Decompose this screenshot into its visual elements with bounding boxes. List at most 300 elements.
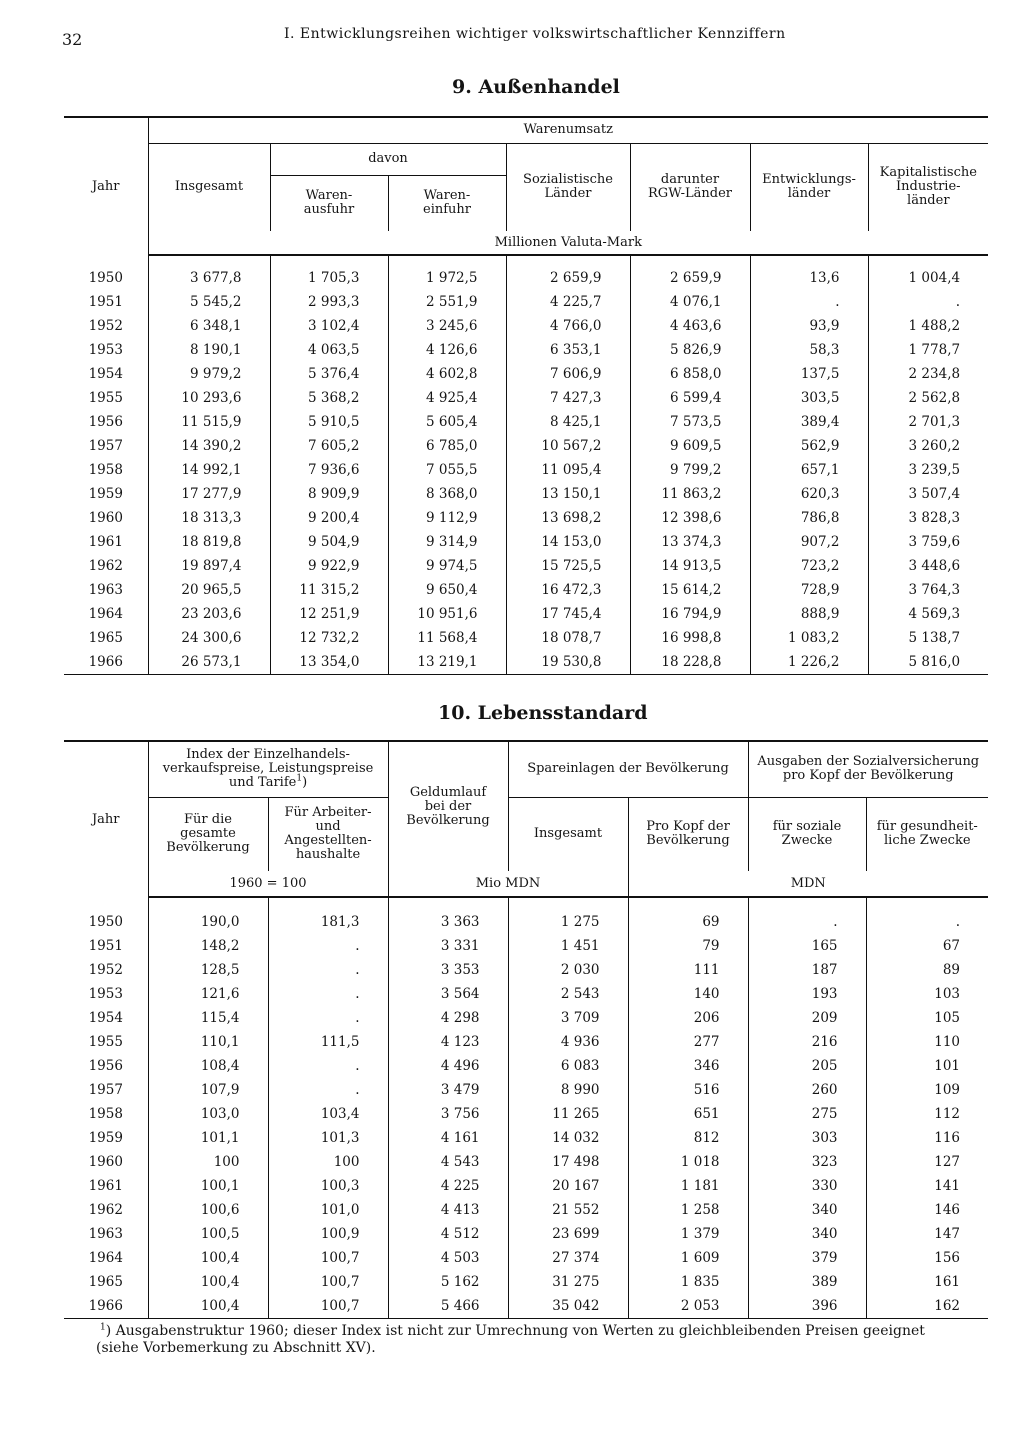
value-cell: 4 543	[388, 1150, 508, 1174]
value-cell: 127	[866, 1150, 988, 1174]
value-cell: 4 503	[388, 1246, 508, 1270]
col-export-header: Waren- ausfuhr	[270, 175, 388, 231]
value-cell: 340	[748, 1198, 866, 1222]
table-row	[64, 1030, 988, 1054]
value-cell: 9 974,5	[388, 554, 506, 578]
value-cell: 17 745,4	[506, 602, 630, 626]
value-cell: 4 569,3	[868, 602, 988, 626]
table9-body	[64, 255, 988, 675]
value-cell: 7 427,3	[506, 386, 630, 410]
value-cell: 13 698,2	[506, 506, 630, 530]
value-cell: 4 123	[388, 1030, 508, 1054]
year-cell: 1959	[88, 1130, 123, 1146]
value-cell: 156	[866, 1246, 988, 1270]
value-cell: 4 298	[388, 1006, 508, 1030]
value-cell: 396	[748, 1294, 866, 1319]
year-cell: 1951	[88, 294, 123, 310]
value-cell: 100,1	[148, 1174, 268, 1198]
value-cell: 79	[628, 934, 748, 958]
value-cell: 110	[866, 1030, 988, 1054]
value-cell: 20 167	[508, 1174, 628, 1198]
value-cell: 93,9	[750, 314, 868, 338]
value-cell: 1 705,3	[270, 255, 388, 290]
value-cell: 2 562,8	[868, 386, 988, 410]
value-cell: 205	[748, 1054, 866, 1078]
value-cell: 193	[748, 982, 866, 1006]
value-cell: 3 564	[388, 982, 508, 1006]
value-cell: 101,1	[148, 1126, 268, 1150]
col-money-header: Geldumlauf bei der Bevölkerung	[388, 741, 508, 871]
value-cell: 6 785,0	[388, 434, 506, 458]
value-cell: 128,5	[148, 958, 268, 982]
footnote-close: )	[302, 775, 308, 791]
value-cell: 11 265	[508, 1102, 628, 1126]
value-cell: 3 260,2	[868, 434, 988, 458]
col-social-purposes-header: für soziale Zwecke	[748, 797, 866, 871]
year-cell: 1964	[88, 606, 123, 622]
year-cell: 1960	[88, 1154, 123, 1170]
value-cell: 2 030	[508, 958, 628, 982]
value-cell: 8 190,1	[148, 338, 270, 362]
value-cell: 9 200,4	[270, 506, 388, 530]
value-cell: 16 472,3	[506, 578, 630, 602]
value-cell: .	[748, 897, 866, 934]
value-cell: 16 998,8	[630, 626, 750, 650]
year-cell: 1955	[88, 390, 123, 406]
value-cell: 16 794,9	[630, 602, 750, 626]
value-cell: .	[268, 958, 388, 982]
value-cell: 1 018	[628, 1150, 748, 1174]
value-cell: 3 764,3	[868, 578, 988, 602]
year-cell: 1957	[88, 438, 123, 454]
col-davon-header: davon	[270, 143, 506, 175]
table-row	[64, 290, 988, 314]
value-cell: 100	[268, 1150, 388, 1174]
value-cell: 657,1	[750, 458, 868, 482]
value-cell: 3 363	[388, 897, 508, 934]
value-cell: 105	[866, 1006, 988, 1030]
value-cell: .	[268, 934, 388, 958]
unit-mdn: MDN	[628, 871, 988, 897]
value-cell: 24 300,6	[148, 626, 270, 650]
value-cell: 19 530,8	[506, 650, 630, 675]
value-cell: 19 897,4	[148, 554, 270, 578]
value-cell: 323	[748, 1150, 866, 1174]
value-cell: 786,8	[750, 506, 868, 530]
value-cell: 9 650,4	[388, 578, 506, 602]
value-cell: 4 126,6	[388, 338, 506, 362]
table-row	[64, 1294, 988, 1319]
value-cell: 389	[748, 1270, 866, 1294]
value-cell: 26 573,1	[148, 650, 270, 675]
value-cell: 2 659,9	[630, 255, 750, 290]
value-cell: 651	[628, 1102, 748, 1126]
unit-mio: Mio MDN	[388, 871, 628, 897]
value-cell: 14 032	[508, 1126, 628, 1150]
value-cell: 115,4	[148, 1006, 268, 1030]
value-cell: 4 413	[388, 1198, 508, 1222]
value-cell: 109	[866, 1078, 988, 1102]
value-cell: 5 376,4	[270, 362, 388, 386]
value-cell: 9 609,5	[630, 434, 750, 458]
value-cell: 137,5	[750, 362, 868, 386]
col-workers-header: Für Arbeiter- und Angestellten- haushalte	[268, 797, 388, 871]
value-cell: 2 701,3	[868, 410, 988, 434]
col-year-header: Jahr	[91, 811, 120, 827]
value-cell: 8 368,0	[388, 482, 506, 506]
year-cell: 1963	[88, 582, 123, 598]
value-cell: .	[268, 1054, 388, 1078]
value-cell: 4 766,0	[506, 314, 630, 338]
footnote-mark: 1	[100, 1322, 106, 1333]
value-cell: 20 965,5	[148, 578, 270, 602]
col-total-header: Insgesamt	[148, 143, 270, 231]
value-cell: 11 095,4	[506, 458, 630, 482]
value-cell: 103,0	[148, 1102, 268, 1126]
year-cell: 1966	[88, 654, 123, 670]
value-cell: 330	[748, 1174, 866, 1198]
footnote-close: )	[105, 1323, 112, 1339]
value-cell: 23 699	[508, 1222, 628, 1246]
value-cell: 111,5	[268, 1030, 388, 1054]
value-cell: 1 275	[508, 897, 628, 934]
value-cell: 3 709	[508, 1006, 628, 1030]
value-cell: 6 348,1	[148, 314, 270, 338]
value-cell: 58,3	[750, 338, 868, 362]
table9-title: 9. Außenhandel	[452, 76, 620, 98]
value-cell: 69	[628, 897, 748, 934]
col-developing-header: Entwicklungs- länder	[750, 143, 868, 231]
value-cell: 4 063,5	[270, 338, 388, 362]
value-cell: 7 936,6	[270, 458, 388, 482]
footnote-mark: 1	[296, 773, 303, 784]
value-cell: 8 909,9	[270, 482, 388, 506]
value-cell: 140	[628, 982, 748, 1006]
value-cell: 5 545,2	[148, 290, 270, 314]
table-row	[64, 1126, 988, 1150]
table-row	[64, 897, 988, 934]
table-row	[64, 482, 988, 506]
value-cell: 6 353,1	[506, 338, 630, 362]
value-cell: 18 228,8	[630, 650, 750, 675]
year-cell: 1950	[88, 269, 123, 286]
value-cell: 9 504,9	[270, 530, 388, 554]
value-cell: 100,7	[268, 1270, 388, 1294]
value-cell: 4 925,4	[388, 386, 506, 410]
value-cell: 5 910,5	[270, 410, 388, 434]
value-cell: 13 354,0	[270, 650, 388, 675]
year-cell: 1959	[88, 486, 123, 502]
value-cell: 181,3	[268, 897, 388, 934]
value-cell: 1 778,7	[868, 338, 988, 362]
value-cell: .	[268, 982, 388, 1006]
table-row	[64, 1150, 988, 1174]
value-cell: 111	[628, 958, 748, 982]
value-cell: 3 756	[388, 1102, 508, 1126]
col-index-group-header	[148, 741, 388, 797]
value-cell: 728,9	[750, 578, 868, 602]
value-cell: 8 990	[508, 1078, 628, 1102]
year-cell: 1963	[88, 1226, 123, 1242]
value-cell: 4 076,1	[630, 290, 750, 314]
col-savings-per-capita-header: Pro Kopf der Bevölkerung	[628, 797, 748, 871]
value-cell: 13 219,1	[388, 650, 506, 675]
value-cell: 4 225,7	[506, 290, 630, 314]
table-row	[64, 982, 988, 1006]
value-cell: 100,7	[268, 1294, 388, 1319]
year-cell: 1958	[88, 1106, 123, 1122]
value-cell: 6 858,0	[630, 362, 750, 386]
col-rgw-header: darunter RGW-Länder	[630, 143, 750, 231]
value-cell: 5 368,2	[270, 386, 388, 410]
value-cell: 12 398,6	[630, 506, 750, 530]
value-cell: 8 425,1	[506, 410, 630, 434]
table-row	[64, 530, 988, 554]
value-cell: 379	[748, 1246, 866, 1270]
value-cell: 165	[748, 934, 866, 958]
year-cell: 1965	[88, 630, 123, 646]
table-row	[64, 458, 988, 482]
value-cell: 1 181	[628, 1174, 748, 1198]
value-cell: 100,6	[148, 1198, 268, 1222]
table-row	[64, 958, 988, 982]
col-import-header: Waren- einfuhr	[388, 175, 506, 231]
value-cell: 108,4	[148, 1054, 268, 1078]
value-cell: 7 573,5	[630, 410, 750, 434]
col-health-purposes-header: für gesundheit- liche Zwecke	[866, 797, 988, 871]
table-row	[64, 362, 988, 386]
value-cell: .	[268, 1078, 388, 1102]
value-cell: 9 922,9	[270, 554, 388, 578]
table-row	[64, 1198, 988, 1222]
col-savings-total-header: Insgesamt	[508, 797, 628, 871]
value-cell: 4 602,8	[388, 362, 506, 386]
value-cell: 103,4	[268, 1102, 388, 1126]
value-cell: 31 275	[508, 1270, 628, 1294]
value-cell: 13,6	[750, 255, 868, 290]
value-cell: 2 053	[628, 1294, 748, 1319]
table-row	[64, 1078, 988, 1102]
col-savings-group-header: Spareinlagen der Bevölkerung	[508, 741, 748, 797]
year-cell: 1958	[88, 462, 123, 478]
value-cell: 107,9	[148, 1078, 268, 1102]
value-cell: 141	[866, 1174, 988, 1198]
year-cell: 1962	[88, 1202, 123, 1218]
value-cell: 12 251,9	[270, 602, 388, 626]
value-cell: 13 150,1	[506, 482, 630, 506]
value-cell: 206	[628, 1006, 748, 1030]
value-cell: 260	[748, 1078, 866, 1102]
value-cell: 209	[748, 1006, 866, 1030]
table-row	[64, 602, 988, 626]
table-row	[64, 410, 988, 434]
value-cell: 15 725,5	[506, 554, 630, 578]
value-cell: 9 314,9	[388, 530, 506, 554]
value-cell: 340	[748, 1222, 866, 1246]
year-cell: 1954	[88, 366, 123, 382]
value-cell: 907,2	[750, 530, 868, 554]
value-cell: 116	[866, 1126, 988, 1150]
index-group-label: Index der Einzelhandels- verkaufspreise, Leistungspreise und Tarife	[162, 747, 374, 791]
year-cell: 1966	[88, 1298, 123, 1314]
value-cell: 110,1	[148, 1030, 268, 1054]
value-cell: 11 863,2	[630, 482, 750, 506]
value-cell: 3 479	[388, 1078, 508, 1102]
value-cell: 888,9	[750, 602, 868, 626]
value-cell: 620,3	[750, 482, 868, 506]
value-cell: 303,5	[750, 386, 868, 410]
table-row	[64, 1222, 988, 1246]
value-cell: 216	[748, 1030, 866, 1054]
value-cell: 147	[866, 1222, 988, 1246]
value-cell: 5 816,0	[868, 650, 988, 675]
value-cell: 7 606,9	[506, 362, 630, 386]
value-cell: 100	[148, 1150, 268, 1174]
value-cell: 148,2	[148, 934, 268, 958]
value-cell: .	[868, 290, 988, 314]
value-cell: 14 913,5	[630, 554, 750, 578]
value-cell: 1 258	[628, 1198, 748, 1222]
value-cell: 7 055,5	[388, 458, 506, 482]
page-number: 32	[62, 30, 83, 49]
value-cell: 3 102,4	[270, 314, 388, 338]
value-cell: 10 567,2	[506, 434, 630, 458]
value-cell: 15 614,2	[630, 578, 750, 602]
year-cell: 1950	[88, 913, 123, 930]
value-cell: 277	[628, 1030, 748, 1054]
value-cell: 4 463,6	[630, 314, 750, 338]
value-cell: 18 819,8	[148, 530, 270, 554]
value-cell: 7 605,2	[270, 434, 388, 458]
value-cell: 812	[628, 1126, 748, 1150]
value-cell: 101	[866, 1054, 988, 1078]
value-cell: 10 951,6	[388, 602, 506, 626]
value-cell: 11 568,4	[388, 626, 506, 650]
year-cell: 1952	[88, 962, 123, 978]
year-cell: 1953	[88, 986, 123, 1002]
value-cell: 1 972,5	[388, 255, 506, 290]
value-cell: 35 042	[508, 1294, 628, 1319]
table-row	[64, 1270, 988, 1294]
year-cell: 1954	[88, 1010, 123, 1026]
value-cell: 3 448,6	[868, 554, 988, 578]
value-cell: 13 374,3	[630, 530, 750, 554]
running-title: I. Entwicklungsreihen wichtiger volkswirtschaftlicher Kennziffern	[284, 26, 786, 42]
table-row	[64, 578, 988, 602]
value-cell: 14 992,1	[148, 458, 270, 482]
value-cell: 3 353	[388, 958, 508, 982]
col-total-pop-header: Für die gesamte Bevölkerung	[148, 797, 268, 871]
value-cell: 27 374	[508, 1246, 628, 1270]
value-cell: 9 112,9	[388, 506, 506, 530]
value-cell: 5 138,7	[868, 626, 988, 650]
value-cell: 17 498	[508, 1150, 628, 1174]
value-cell: 2 551,9	[388, 290, 506, 314]
value-cell: 389,4	[750, 410, 868, 434]
value-cell: 2 993,3	[270, 290, 388, 314]
value-cell: 11 315,2	[270, 578, 388, 602]
table-row	[64, 934, 988, 958]
value-cell: 9 799,2	[630, 458, 750, 482]
value-cell: 187	[748, 958, 866, 982]
value-cell: 17 277,9	[148, 482, 270, 506]
year-cell: 1965	[88, 1274, 123, 1290]
table-row	[64, 1246, 988, 1270]
value-cell: 2 543	[508, 982, 628, 1006]
table-row	[64, 1006, 988, 1030]
table-row	[64, 386, 988, 410]
year-cell: 1964	[88, 1250, 123, 1266]
value-cell: 562,9	[750, 434, 868, 458]
year-cell: 1955	[88, 1034, 123, 1050]
value-cell: 275	[748, 1102, 866, 1126]
col-year-header: Jahr	[91, 178, 120, 194]
year-cell: 1953	[88, 342, 123, 358]
value-cell: 100,4	[148, 1294, 268, 1319]
value-cell: 6 599,4	[630, 386, 750, 410]
value-cell: 190,0	[148, 897, 268, 934]
footnote	[96, 1323, 972, 1357]
value-cell: 3 245,6	[388, 314, 506, 338]
value-cell: 1 226,2	[750, 650, 868, 675]
table-row	[64, 434, 988, 458]
col-group-header: Warenumsatz	[148, 117, 988, 143]
year-cell: 1952	[88, 318, 123, 334]
value-cell: 1 004,4	[868, 255, 988, 290]
value-cell: 100,5	[148, 1222, 268, 1246]
value-cell: 6 083	[508, 1054, 628, 1078]
col-capitalist-header: Kapitalistische Industrie- länder	[868, 143, 988, 231]
value-cell: 103	[866, 982, 988, 1006]
year-cell: 1961	[88, 1178, 123, 1194]
value-cell: 146	[866, 1198, 988, 1222]
footnote-text: Ausgabenstruktur 1960; dieser Index ist nicht zur Umrechnung von Werten zu gleichbleibenden Preisen geeignet (siehe Vorbemerkung zu Abschnitt XV).	[96, 1323, 925, 1356]
table-row	[64, 338, 988, 362]
foreign-trade-table	[64, 116, 988, 675]
value-cell: 2 659,9	[506, 255, 630, 290]
value-cell: 3 239,5	[868, 458, 988, 482]
year-cell: 1957	[88, 1082, 123, 1098]
value-cell: 161	[866, 1270, 988, 1294]
value-cell: 101,3	[268, 1126, 388, 1150]
year-cell: 1961	[88, 534, 123, 550]
value-cell: 112	[866, 1102, 988, 1126]
value-cell: 18 313,3	[148, 506, 270, 530]
value-cell: 4 496	[388, 1054, 508, 1078]
value-cell: 4 225	[388, 1174, 508, 1198]
value-cell: 1 835	[628, 1270, 748, 1294]
table10-title: 10. Lebensstandard	[438, 702, 648, 724]
value-cell: 18 078,7	[506, 626, 630, 650]
year-cell: 1960	[88, 510, 123, 526]
value-cell: 121,6	[148, 982, 268, 1006]
table-row	[64, 1054, 988, 1078]
year-cell: 1956	[88, 414, 123, 430]
value-cell: 723,2	[750, 554, 868, 578]
value-cell: 1 451	[508, 934, 628, 958]
value-cell: 3 331	[388, 934, 508, 958]
value-cell: 1 379	[628, 1222, 748, 1246]
col-social-group-header: Ausgaben der Sozialversicherung pro Kopf der Bevölkerung	[748, 741, 988, 797]
table-row	[64, 314, 988, 338]
value-cell: 10 293,6	[148, 386, 270, 410]
value-cell: 1 609	[628, 1246, 748, 1270]
value-cell: 3 828,3	[868, 506, 988, 530]
value-cell: 4 512	[388, 1222, 508, 1246]
value-cell: 100,4	[148, 1270, 268, 1294]
value-cell: 100,9	[268, 1222, 388, 1246]
value-cell: 14 153,0	[506, 530, 630, 554]
